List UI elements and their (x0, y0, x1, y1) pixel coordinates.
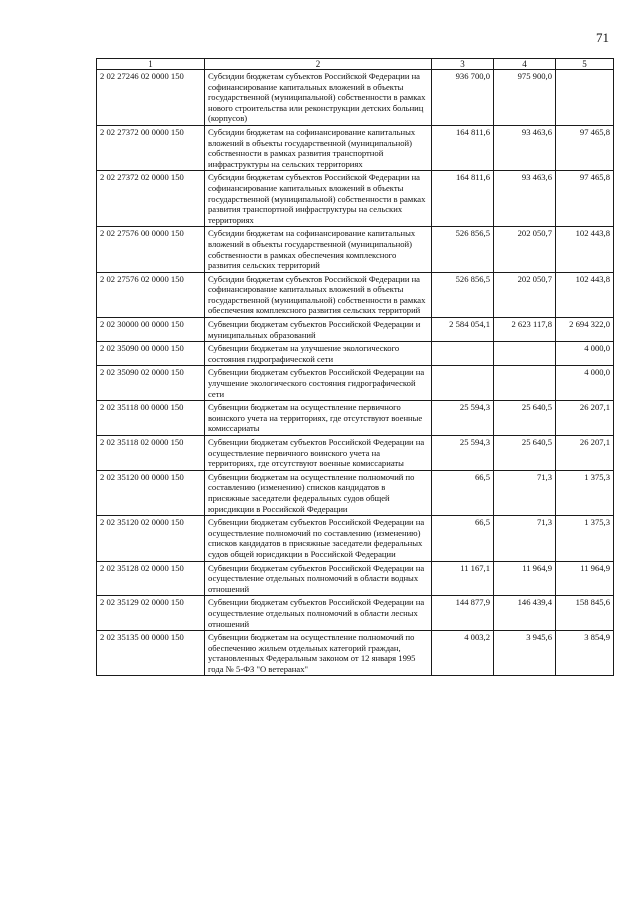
amount-col3: 526 856,5 (432, 227, 494, 272)
revenue-name: Субвенции бюджетам субъектов Российской Федерации на осуществление отдельных полномочий в области лесных отношений (205, 596, 432, 631)
amount-col5: 2 694 322,0 (556, 318, 614, 342)
revenue-code: 2 02 35120 02 0000 150 (97, 516, 205, 561)
table-header-row (97, 59, 614, 70)
amount-col4: 25 640,5 (494, 436, 556, 471)
table-row (97, 125, 614, 170)
amount-col5: 26 207,1 (556, 436, 614, 471)
revenue-code: 2 02 27372 02 0000 150 (97, 171, 205, 227)
table-row (97, 401, 614, 436)
table-row (97, 561, 614, 596)
amount-col4: 975 900,0 (494, 70, 556, 126)
revenue-code: 2 02 35118 02 0000 150 (97, 436, 205, 471)
table-row (97, 470, 614, 515)
amount-col5: 4 000,0 (556, 366, 614, 401)
amount-col5 (556, 70, 614, 126)
amount-col3: 25 594,3 (432, 401, 494, 436)
page-number: 71 (596, 30, 609, 45)
revenue-name: Субвенции бюджетам на осуществление первичного воинского учета на территориях, где отсутствуют военные комиссариаты (205, 401, 432, 436)
column-header-2: 2 (205, 59, 432, 70)
column-header-4: 4 (494, 59, 556, 70)
amount-col5: 3 854,9 (556, 631, 614, 676)
amount-col5: 26 207,1 (556, 401, 614, 436)
amount-col3: 936 700,0 (432, 70, 494, 126)
amount-col5: 11 964,9 (556, 561, 614, 596)
revenue-name: Субвенции бюджетам субъектов Российской Федерации на осуществление первичного воинского учета на территориях, где отсутствуют военные комиссариаты (205, 436, 432, 471)
revenue-name: Субвенции бюджетам на осуществление полномочий по составлению (изменению) списков кандидатов в присяжные заседатели федеральных судов общей юрисдикции в Российской Федерации (205, 470, 432, 515)
amount-col4: 2 623 117,8 (494, 318, 556, 342)
amount-col5: 102 443,8 (556, 227, 614, 272)
revenue-name: Субвенции бюджетам на осуществление полномочий по обеспечению жильем отдельных категорий граждан, установленных Федеральным законом от 12 января 1995 года № 5-ФЗ "О ветеранах" (205, 631, 432, 676)
table-row (97, 596, 614, 631)
column-header-3: 3 (432, 59, 494, 70)
budget-revenue-table (96, 58, 614, 676)
table-row (97, 70, 614, 126)
amount-col3 (432, 366, 494, 401)
amount-col5: 1 375,3 (556, 470, 614, 515)
revenue-code: 2 02 35118 00 0000 150 (97, 401, 205, 436)
revenue-code: 2 02 35129 02 0000 150 (97, 596, 205, 631)
amount-col4: 93 463,6 (494, 171, 556, 227)
amount-col4 (494, 366, 556, 401)
table-row (97, 631, 614, 676)
revenue-code: 2 02 35120 00 0000 150 (97, 470, 205, 515)
revenue-name: Субвенции бюджетам субъектов Российской Федерации на осуществление полномочий по составлению (изменению) списков кандидатов в присяжные заседатели федеральных судов общей юрисдикции в Российской Федерации (205, 516, 432, 561)
revenue-code: 2 02 35135 00 0000 150 (97, 631, 205, 676)
amount-col5: 158 845,6 (556, 596, 614, 631)
revenue-code: 2 02 35090 00 0000 150 (97, 342, 205, 366)
revenue-code: 2 02 35090 02 0000 150 (97, 366, 205, 401)
table-row (97, 516, 614, 561)
amount-col3: 2 584 054,1 (432, 318, 494, 342)
table-row (97, 436, 614, 471)
column-header-5: 5 (556, 59, 614, 70)
column-header-1: 1 (97, 59, 205, 70)
table-row (97, 342, 614, 366)
amount-col3: 11 167,1 (432, 561, 494, 596)
amount-col4: 146 439,4 (494, 596, 556, 631)
amount-col4: 93 463,6 (494, 125, 556, 170)
amount-col5: 1 375,3 (556, 516, 614, 561)
amount-col4: 71,3 (494, 470, 556, 515)
revenue-name: Субвенции бюджетам субъектов Российской Федерации и муниципальных образований (205, 318, 432, 342)
revenue-code: 2 02 27576 00 0000 150 (97, 227, 205, 272)
revenue-name: Субвенции бюджетам субъектов Российской Федерации на улучшение экологического состояния гидрографической сети (205, 366, 432, 401)
revenue-code: 2 02 27576 02 0000 150 (97, 272, 205, 317)
amount-col4: 202 050,7 (494, 227, 556, 272)
amount-col5: 97 465,8 (556, 171, 614, 227)
amount-col4: 25 640,5 (494, 401, 556, 436)
table-row (97, 318, 614, 342)
amount-col4: 202 050,7 (494, 272, 556, 317)
amount-col3: 25 594,3 (432, 436, 494, 471)
revenue-code: 2 02 35128 02 0000 150 (97, 561, 205, 596)
table-row (97, 227, 614, 272)
table-row (97, 272, 614, 317)
amount-col4: 11 964,9 (494, 561, 556, 596)
amount-col3: 66,5 (432, 470, 494, 515)
revenue-code: 2 02 27372 00 0000 150 (97, 125, 205, 170)
revenue-code: 2 02 27246 02 0000 150 (97, 70, 205, 126)
amount-col3: 4 003,2 (432, 631, 494, 676)
amount-col3: 144 877,9 (432, 596, 494, 631)
table-row (97, 366, 614, 401)
amount-col4: 71,3 (494, 516, 556, 561)
revenue-name: Субсидии бюджетам на софинансирование капитальных вложений в объекты государственной (муниципальной) собственности в рамках обеспечения комплексного развития сельских территорий (205, 227, 432, 272)
amount-col4 (494, 342, 556, 366)
revenue-name: Субвенции бюджетам субъектов Российской Федерации на осуществление отдельных полномочий в области водных отношений (205, 561, 432, 596)
revenue-name: Субсидии бюджетам субъектов Российской Федерации на софинансирование капитальных вложений в объекты государственной (муниципальной) собственности в рамках обеспечения комплексного развития сельских территорий (205, 272, 432, 317)
amount-col5: 97 465,8 (556, 125, 614, 170)
amount-col3: 66,5 (432, 516, 494, 561)
table-row (97, 171, 614, 227)
revenue-code: 2 02 30000 00 0000 150 (97, 318, 205, 342)
revenue-name: Субсидии бюджетам на софинансирование капитальных вложений в объекты государственной (муниципальной) собственности в рамках развития транспортной инфраструктуры на сельских территориях (205, 125, 432, 170)
amount-col5: 4 000,0 (556, 342, 614, 366)
revenue-name: Субвенции бюджетам на улучшение экологического состояния гидрографической сети (205, 342, 432, 366)
amount-col3: 164 811,6 (432, 125, 494, 170)
revenue-name: Субсидии бюджетам субъектов Российской Федерации на софинансирование капитальных вложений в объекты государственной (муниципальной) собственности в рамках нового строительства или реконструкции детских больниц (корпусов) (205, 70, 432, 126)
revenue-name: Субсидии бюджетам субъектов Российской Федерации на софинансирование капитальных вложений в объекты государственной (муниципальной) собственности в рамках развития транспортной инфраструктуры на сельских территориях (205, 171, 432, 227)
amount-col3 (432, 342, 494, 366)
amount-col4: 3 945,6 (494, 631, 556, 676)
amount-col3: 164 811,6 (432, 171, 494, 227)
amount-col5: 102 443,8 (556, 272, 614, 317)
amount-col3: 526 856,5 (432, 272, 494, 317)
